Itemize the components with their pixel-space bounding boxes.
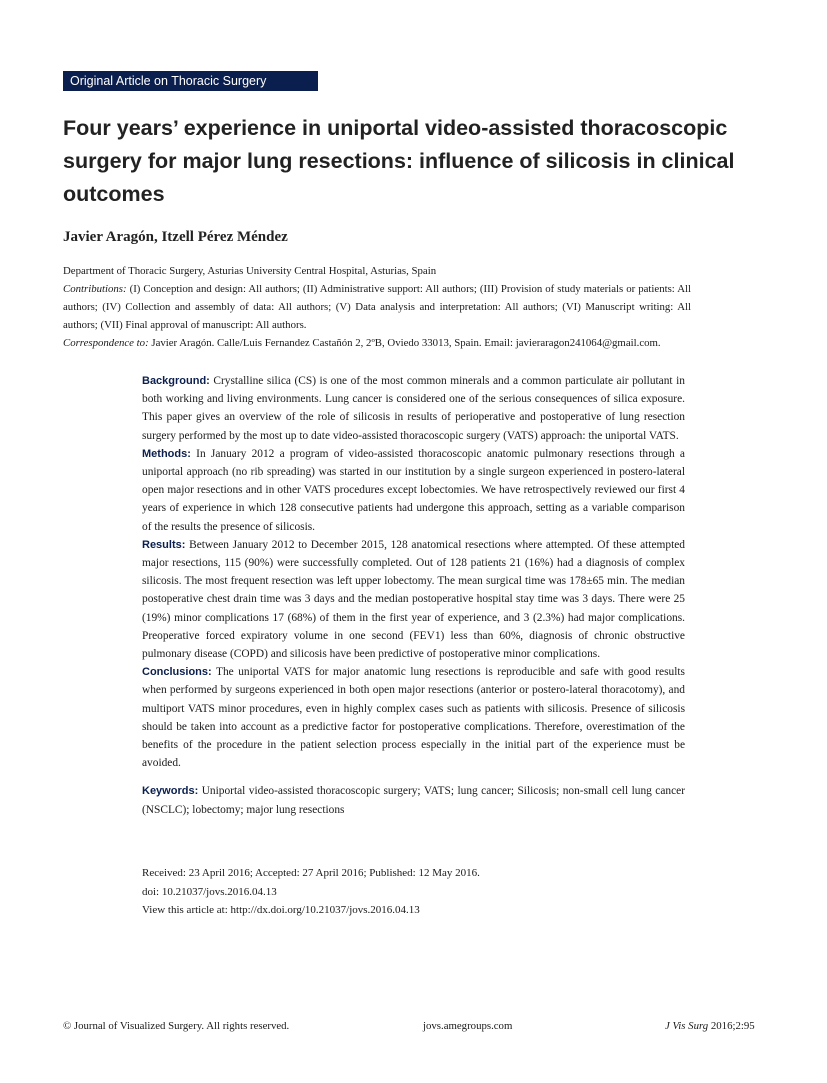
- citation-journal: J Vis Surg: [665, 1020, 709, 1032]
- background-text: Crystalline silica (CS) is one of the most common minerals and a common particulate air pollutant in both working and living environments. Lung cancer is considered one of the serious consequences of silica exposure. This paper gives an overview of the role of silicosis in results of perioperative and postoperative of lung resection surgery performed by the most up to date video-assisted thoracoscopic surgery (VATS) approach: the uniportal VATS.: [142, 375, 685, 442]
- background-label: Background:: [142, 375, 210, 387]
- keywords: [142, 782, 685, 818]
- conclusions-text: The uniportal VATS for major anatomic lung resections is reproducible and safe with good results when performed by surgeons experienced in both open major resections (anterior or postero-lateral thoracotomy), and multiport VATS minor procedures, even in highly complex cases such as patients with silicosis. Presence of silicosis should be taken into account as a predictive factor for postoperative complications. Therefore, overestimation of the benefits of the procedure in the patient selection process especially in the initial part of the experience must be avoided.: [142, 666, 685, 770]
- methods-text: In January 2012 a program of video-assisted thoracoscopic anatomic pulmonary resections through a uniportal approach (no rib spreading) was started in our institution by a single surgeon experienced in postero-lateral open major resections and in other VATS procedures except lobectomies. We have retrospectively reviewed our first 4 years of experience in which 128 consecutive patients had undergone this approach, setting as a variable comparison of the results the presence of silicosis.: [142, 447, 685, 533]
- keywords-text: Uniportal video-assisted thoracoscopic surgery; VATS; lung cancer; Silicosis; non-small cell lung cancer (NSCLC); lobectomy; major lung resections: [142, 785, 685, 816]
- conclusions-label: Conclusions:: [142, 666, 212, 679]
- contributions-label: Contributions:: [63, 283, 127, 295]
- results-text: Between January 2012 to December 2015, 128 anatomical resections where attempted. Of these attempted major resections, 115 (90%) were successfully completed. Out of 128 patients 21 (16%) had a diagnosis of complex silicosis. The most frequent resection was left upper lobectomy. The mean surgical time was 178±65 min. The median postoperative chest drain time was 3 days and the median postoperative hospital stay time was 3 days. There were 25 (19%) minor complications 17 (68%) of them in the first year of experience, and 3 (2.3%) had major complications. Preoperative forced expiratory volume in one second (FEV1) less than 60%, diagnosis of chronic obstructive pulmonary disease (COPD) and silicosis have been predictive of postoperative minor complications.: [142, 538, 685, 661]
- section-badge: Original Article on Thoracic Surgery: [63, 71, 318, 91]
- footer-citation: [665, 1020, 755, 1032]
- view-article-link[interactable]: http://dx.doi.org/10.21037/jovs.2016.04.13: [230, 904, 420, 916]
- authors: Javier Aragón, Itzell Pérez Méndez: [63, 229, 288, 245]
- publication-dates: Received: 23 April 2016; Accepted: 27 April 2016; Published: 12 May 2016.: [142, 867, 480, 879]
- affiliation: Department of Thoracic Surgery, Asturias University Central Hospital, Asturias, Spain: [63, 265, 437, 277]
- abstract-conclusions: [142, 663, 685, 772]
- abstract-results: [142, 536, 685, 663]
- abstract-background: [142, 372, 685, 445]
- doi: doi: 10.21037/jovs.2016.04.13: [142, 885, 277, 898]
- footer-site-link[interactable]: jovs.amegroups.com: [423, 1020, 513, 1032]
- author-info: [63, 262, 691, 352]
- article-title: Four years’ experience in uniportal video-assisted thoracoscopic surgery for major lung resections: influence of silicosis in clinical outcomes: [63, 116, 735, 206]
- abstract: [142, 372, 685, 819]
- view-article-label: View this article at:: [142, 904, 231, 916]
- correspondence-text: Javier Aragón. Calle/Luis Fernandez Castañón 2, 2ºB, Oviedo 33013, Spain. Email: javieraragon241064@gmail.com.: [148, 337, 661, 349]
- results-label: Results:: [142, 538, 186, 551]
- contributions: [63, 280, 691, 334]
- methods-label: Methods:: [142, 447, 191, 460]
- contributions-text: (I) Conception and design: All authors; (II) Administrative support: All authors; (III) Provision of study materials or patients: All authors; (IV) Collection and assembly of data: All authors; (V) Data analysis and interpretation: All authors; (VI) Manuscript writing: All authors; (VII) Final approval of manuscript: All authors.: [63, 283, 691, 331]
- abstract-methods: [142, 445, 685, 536]
- view-article: [142, 901, 480, 920]
- keywords-label: Keywords:: [142, 785, 199, 798]
- footer-copyright: © Journal of Visualized Surgery. All rights reserved.: [63, 1020, 290, 1032]
- correspondence: [63, 334, 691, 352]
- correspondence-label: Correspondence to:: [63, 337, 149, 349]
- publication-info: [142, 864, 480, 920]
- citation-volume: 2016;2:95: [708, 1020, 755, 1032]
